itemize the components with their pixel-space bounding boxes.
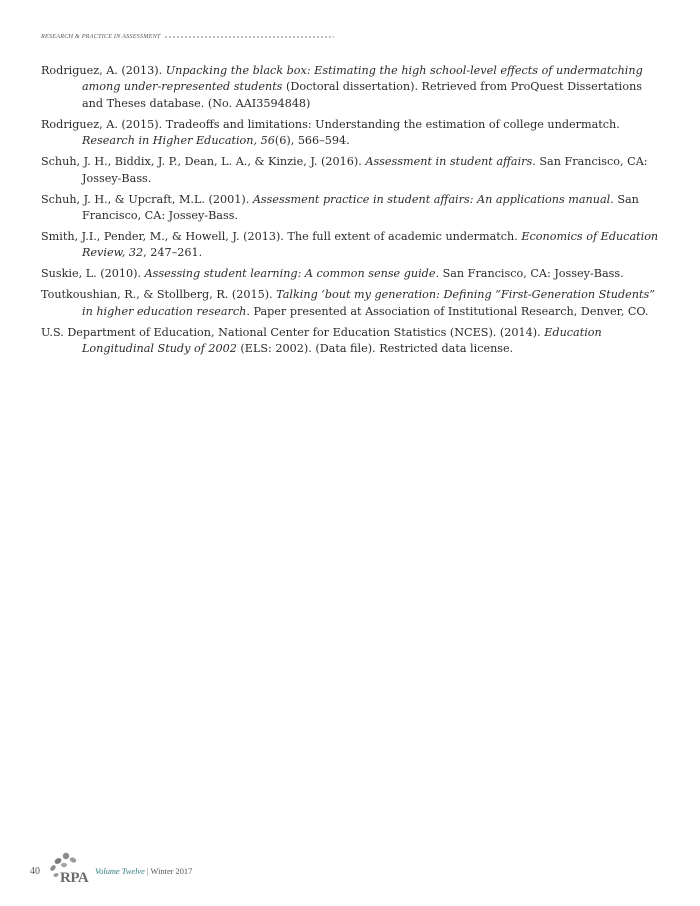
reference-text: . San Francisco, CA: Jossey-Bass. bbox=[82, 155, 648, 185]
reference-text: . Paper presented at Association of Institutional Research, Denver, CO. bbox=[246, 304, 649, 318]
reference-entry bbox=[41, 192, 659, 225]
reference-title: Research in Higher Education, 56 bbox=[82, 134, 275, 148]
reference-text: Suskie, L. (2010). bbox=[41, 267, 145, 281]
issue-label: Winter 2017 bbox=[150, 866, 193, 876]
footer-separator: | bbox=[146, 866, 149, 876]
reference-entry bbox=[41, 287, 659, 320]
reference-text: Toutkoushian, R., & Stollberg, R. (2015). bbox=[41, 288, 277, 302]
reference-text: Rodriguez, A. (2015). Tradeoffs and limitations: Understanding the estimation of college undermatch. bbox=[41, 117, 620, 131]
reference-title: Assessment practice in student affairs: An applications manual bbox=[252, 192, 611, 206]
reference-entry bbox=[41, 325, 659, 358]
reference-text: U.S. Department of Education, National Center for Education Statistics (NCES). (2014). bbox=[41, 325, 545, 339]
reference-text: . San Francisco, CA: Jossey-Bass. bbox=[82, 192, 639, 223]
reference-entry bbox=[41, 154, 659, 187]
page-number: 40 bbox=[30, 865, 40, 877]
running-head bbox=[41, 33, 334, 40]
reference-title: Education Longitudinal Study of 2002 bbox=[82, 325, 602, 356]
logo-text: RPA bbox=[60, 870, 89, 886]
reference-entry bbox=[41, 117, 659, 150]
reference-text: . San Francisco, CA: Jossey-Bass. bbox=[435, 267, 624, 281]
reference-title: Assessment in student affairs bbox=[365, 155, 533, 169]
reference-entry bbox=[41, 266, 659, 282]
running-head-text: RESEARCH & PRACTICE IN ASSESSMENT bbox=[41, 33, 161, 40]
volume-info bbox=[95, 867, 192, 876]
reference-entry bbox=[41, 229, 659, 262]
dotted-rule bbox=[164, 36, 334, 38]
reference-title: Talking ‘bout my generation: Defining “First-Generation Students” in higher education research bbox=[82, 288, 655, 318]
reference-title: Unpacking the black box: Estimating the high school-level effects of undermatching among under-represented students bbox=[82, 64, 643, 94]
page-footer bbox=[30, 852, 192, 890]
rpa-logo-icon bbox=[48, 852, 92, 890]
reference-list bbox=[41, 63, 659, 362]
reference-entry bbox=[41, 63, 659, 112]
volume-label: Volume Twelve bbox=[95, 866, 145, 876]
reference-text: , 247–261. bbox=[143, 246, 203, 260]
reference-text: Rodriguez, A. (2013). bbox=[41, 64, 166, 77]
reference-text: Smith, J.I., Pender, M., & Howell, J. (2013). The full extent of academic undermatch. bbox=[41, 230, 522, 244]
reference-text: (ELS: 2002). (Data file). Restricted data license. bbox=[236, 342, 514, 356]
reference-text: Schuh, J. H., Biddix, J. P., Dean, L. A., & Kinzie, J. (2016). bbox=[41, 155, 366, 169]
reference-text: Schuh, J. H., & Upcraft, M.L. (2001). bbox=[41, 192, 253, 206]
reference-text: (6), 566–594. bbox=[274, 134, 350, 148]
reference-title: Assessing student learning: A common sense guide bbox=[144, 267, 436, 281]
reference-text: (Doctoral dissertation). Retrieved from ProQuest Dissertations and Theses database. (No. AAI3594848) bbox=[82, 80, 643, 110]
reference-title: Economics of Education Review, 32 bbox=[82, 230, 659, 260]
